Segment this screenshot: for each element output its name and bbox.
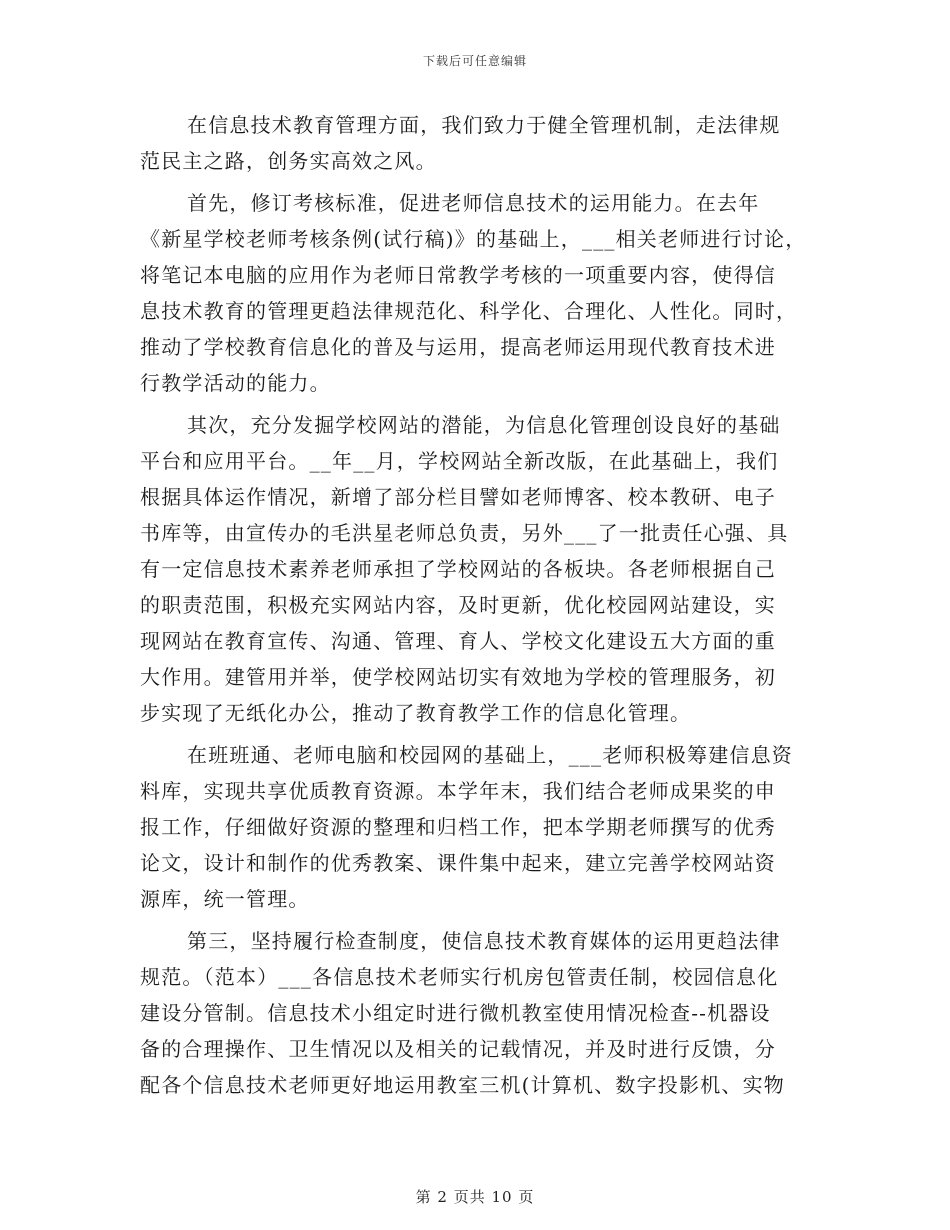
- text-line: 报工作，仔细做好资源的整理和归档工作，把本学期老师撰写的优秀: [140, 815, 776, 839]
- text-line: 的职责范围，积极充实网站内容，及时更新，优化校园网站建设，实: [140, 593, 776, 617]
- text-line: 料库，实现共享优质教育资源。本学年末，我们结合老师成果奖的申: [140, 779, 776, 803]
- paragraph: [140, 923, 810, 1103]
- paragraph: [140, 107, 810, 179]
- text-line: 大作用。建管用并举，使学校网站切实有效地为学校的管理服务，初: [140, 665, 776, 689]
- page-header: 下载后可任意编辑: [422, 54, 527, 68]
- text-line: 源库，统一管理。: [140, 887, 310, 911]
- text-line: 规范。（范本）___各信息技术老师实行机房包管责任制，校园信息化: [140, 965, 779, 989]
- text-line: 步实现了无纸化办公，推动了教育教学工作的信息化管理。: [140, 701, 692, 725]
- text-line: 在信息技术教育管理方面，我们致力于健全管理机制，走法律规: [187, 113, 781, 137]
- text-line: 首先，修订考核标准，促进老师信息技术的运用能力。在去年: [187, 191, 760, 215]
- paragraph: [140, 407, 810, 731]
- paragraph: [140, 737, 810, 917]
- text-line: 在班班通、老师电脑和校园网的基础上，___老师积极筹建信息资: [187, 743, 793, 767]
- text-line: 第三，坚持履行检查制度，使信息技术教育媒体的运用更趋法律: [187, 929, 781, 953]
- document-body: [140, 107, 810, 1103]
- text-line: 有一定信息技术素养老师承担了学校网站的各板块。各老师根据自己: [140, 557, 776, 581]
- text-line: 息技术教育的管理更趋法律规范化、科学化、合理化、人性化。同时，: [140, 299, 798, 323]
- text-line: 范民主之路，创务实高效之风。: [140, 149, 437, 173]
- text-line: 书库等，由宣传办的毛洪星老师总负责，另外___了一批责任心强、具: [140, 521, 789, 545]
- text-line: 论文，设计和制作的优秀教案、课件集中起来，建立完善学校网站资: [140, 851, 776, 875]
- paragraph: [140, 185, 810, 401]
- page-number: 第 2 页共 10 页: [415, 1188, 535, 1206]
- text-line: 现网站在教育宣传、沟通、管理、育人、学校文化建设五大方面的重: [140, 629, 776, 653]
- text-line: 《新星学校老师考核条例(试行稿)》的基础上，___相关老师进行讨论，: [140, 227, 807, 251]
- text-line: 根据具体运作情况，新增了部分栏目譬如老师博客、校本教研、电子: [140, 485, 776, 509]
- text-line: 其次，充分发掘学校网站的潜能，为信息化管理创设良好的基础: [187, 413, 781, 437]
- text-line: 备的合理操作、卫生情况以及相关的记载情况，并及时进行反馈，分: [140, 1037, 776, 1061]
- text-line: 平台和应用平台。__年__月，学校网站全新改版，在此基础上，我们: [140, 449, 779, 473]
- text-line: 将笔记本电脑的应用作为老师日常教学考核的一项重要内容，使得信: [140, 263, 776, 287]
- text-line: 行教学活动的能力。: [140, 371, 331, 395]
- text-line: 配各个信息技术老师更好地运用教室三机(计算机、数字投影机、实物: [140, 1073, 786, 1097]
- text-line: 建设分管制。信息技术小组定时进行微机教室使用情况检查--机器设: [140, 1001, 771, 1025]
- text-line: 推动了学校教育信息化的普及与运用，提高老师运用现代教育技术进: [140, 335, 776, 359]
